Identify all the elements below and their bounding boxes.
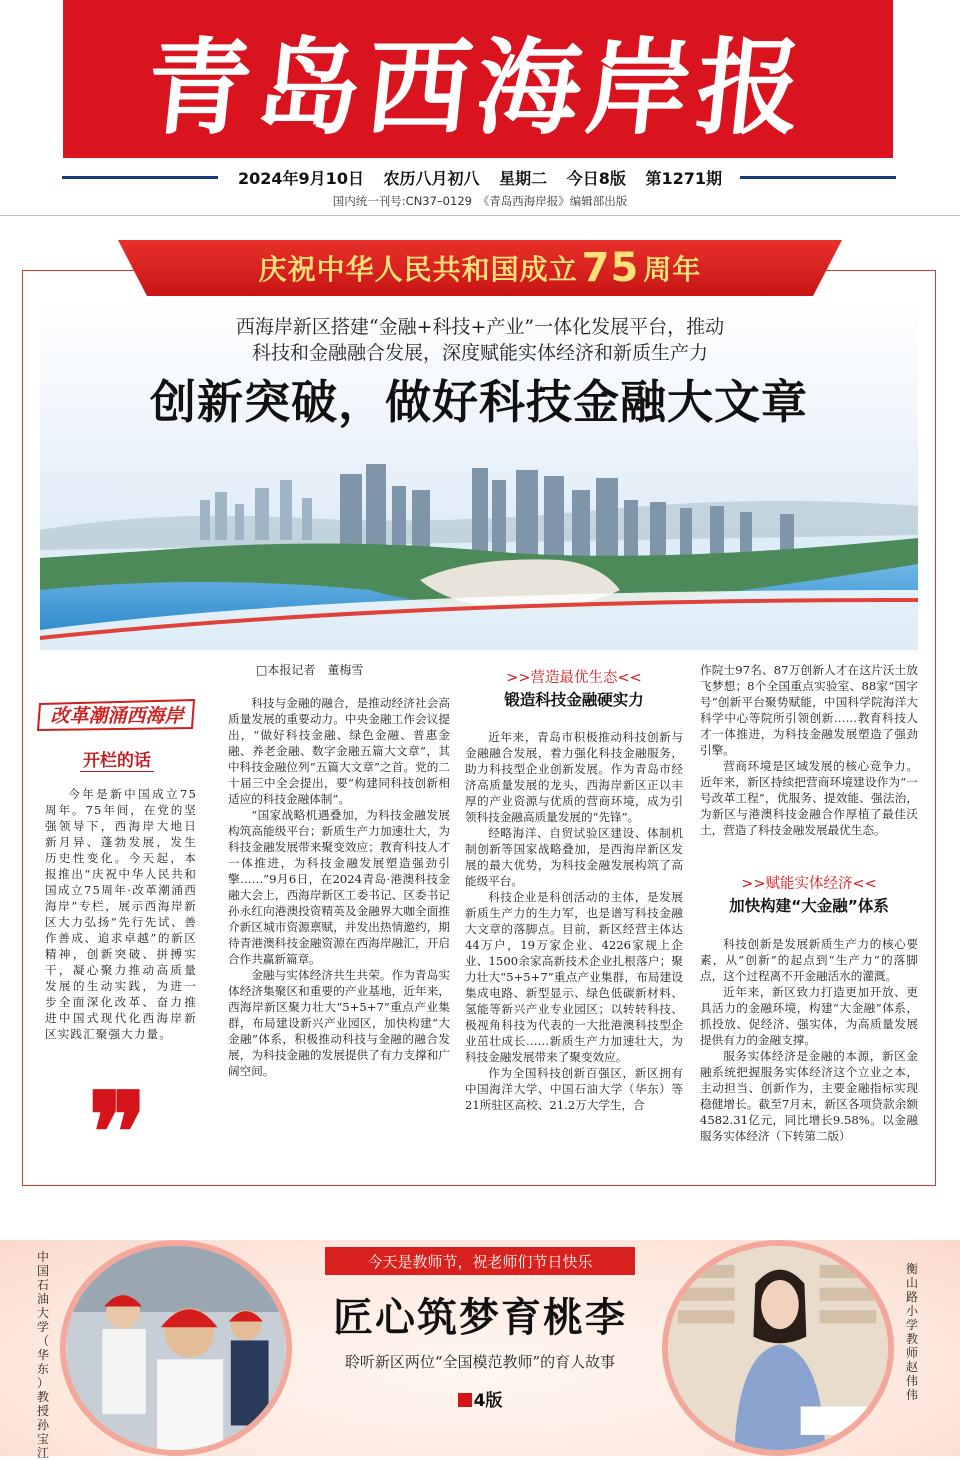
- promo-page-ref: 4版: [473, 1391, 503, 1411]
- article-column-3: [465, 729, 683, 1113]
- page-count: 今日8版: [566, 169, 626, 188]
- section-tag: >>赋能实体经济<<: [741, 876, 877, 892]
- column-intro-paragraph: 今年是新中国成立75周年。75年间，在党的坚强领导下，西海岸大地日新月异、蓬勃发展，发生历史性变化。今天起，本报推出“庆祝中华人民共和国成立75周年·改革潮涌西海岸”专栏，展示西海岸新区大力弘扬“先行先试、善作善成、追求卓越”的新区精神，创新突破、拼搏实干，凝心聚力推动高质量发展的生动实践，为进一步全面深化改革、奋力推进中国式现代化西海岸新区实践汇聚强大力量。: [45, 787, 197, 1041]
- lead-subhead: [60, 314, 900, 366]
- column-kicker: 改革潮涌西海岸: [50, 705, 184, 727]
- article-column-2: [228, 695, 450, 1079]
- banner-pre: 庆祝中华人民共和国成立: [258, 253, 578, 286]
- quote-mark-icon: ❞: [88, 1068, 148, 1197]
- section-title: 加快构建“大金融”体系: [729, 897, 889, 915]
- paragraph: 服务实体经济是金融的本源，新区金融系统把握服务实体经济这个立业之本，主动担当、创新作为，主要金融指标实现稳健增长。截至7月末，新区各项贷款余额4582.31亿元，同比增长9.58%。以金融服务实体经济（下转第二版）: [700, 1049, 918, 1143]
- promo-page-link[interactable]: [270, 1386, 690, 1411]
- lead-headline: 创新突破，做好科技金融大文章: [150, 375, 808, 429]
- column-intro-text: [45, 786, 197, 1042]
- section-title: 锻造科技金融硬实力: [504, 691, 644, 709]
- paragraph: 作院士97名、87万创新人才在这片沃土放飞梦想；8个全国重点实验室、88家“国字号”创新平台聚势赋能，中国科学院海洋大科学中心等院所引领创新……教育科技人才一体推进，为科技金融发展塑造了强劲引擎。: [700, 663, 918, 757]
- subhead-line-1: 西海岸新区搭建“金融+科技+产业”一体化发展平台，推动: [235, 316, 725, 338]
- banner-number: 75: [581, 245, 640, 291]
- paragraph: 科技与金融的融合，是推动经济社会高质量发展的重要动力。中央金融工作会议提出，“做好科技金融、绿色金融、普惠金融、养老金融、数字金融五篇大文章”，其中科技金融位列“五篇大文章”之首。党的二十届三中全会提出，要“构建同科技创新相适应的科技金融体制”。: [228, 696, 450, 806]
- page-marker-icon: [458, 1393, 472, 1407]
- paragraph: 经略海洋、自贸试验区建设、体制机制创新等国家战略叠加，是西海岸新区发展的最大优势，为科技金融发展构筑了高能级平台。: [465, 826, 683, 888]
- paragraph: 科技创新是发展新质生产力的核心要素，从“创新”的起点到“生产力”的落脚点，这个过程离不开金融活水的灌溉。: [700, 937, 918, 983]
- paragraph: 近年来，青岛市积极推动科技创新与金融融合发展，着力强化科技金融服务，助力科技型企业创新发展。作为青岛市经济高质量发展的龙头，西海岸新区正以丰厚的产业资源与优质的营商环境，成为引领科技金融高质量发展的“先锋”。: [465, 730, 683, 824]
- banner-post: 周年: [643, 253, 702, 286]
- masthead: [63, 0, 893, 158]
- right-photo-caption: 衡山路小学教师赵伟伟: [905, 1262, 918, 1402]
- paragraph: 近年来，新区致力打造更加开放、更具活力的金融环境，构建“大金融”体系，抓投放、促经济、强实体，为高质量发展提供有力的金融支撑。: [700, 985, 918, 1047]
- paragraph: “国家战略机遇叠加，为科技金融发展构筑高能级平台；新质生产力加速壮大，为科技金融发展带来聚变效应；教育科技人才一体推进，为科技金融发展塑造强劲引擎……”9月6日，在2024青岛·港澳科技金融大会上，西海岸新区工委书记、区委书记孙永红向港澳投资精英及金融界大咖全面推介新区城市资源禀赋，并发出热情邀约，期待青港澳科技金融资源在西海岸融汇，开启合作共赢新篇章。: [228, 808, 450, 966]
- masthead-title: 青岛西海岸报: [140, 26, 814, 149]
- lunar-date: 农历八月初八: [383, 169, 480, 188]
- subhead-line-2: 科技和金融融合发展，深度赋能实体经济和新质生产力: [251, 342, 708, 364]
- header-divider: [0, 215, 960, 216]
- date: 2024年9月10日: [238, 169, 364, 188]
- dateline: [0, 166, 960, 189]
- byline: □本报记者 董梅雪: [256, 663, 364, 677]
- issue-number: 第1271期: [645, 169, 722, 188]
- promo-subtitle: 聆听新区两位“全国模范教师”的育人故事: [344, 1353, 616, 1371]
- promo-title: 匠心筑梦育桃李: [333, 1295, 627, 1341]
- paragraph: 科技企业是科创活动的主体，是发展新质生产力的生力军，也是谱写科技金融大文章的落脚点。目前，新区经营主体达44万户，19万家企业、4226家规上企业、1500余家高新技术企业扎根落户；聚力壮大“5+5+7”重点产业集群，布局建设集成电路、新型显示、绿色低碳新材料、氢能等新兴产业专业园区；以转转科技、极视角科技为代表的一大批港澳科技型企业茁壮成长……新质生产力加速壮大，为科技金融发展带来了聚变效应。: [465, 890, 683, 1064]
- paragraph: 营商环境是区域发展的核心竞争力。近年来，新区持续把营商环境建设作为“一号改革工程”，优服务、提效能、强法治，为新区与港澳科技金融合作厚植了最佳沃土，营造了科技金融发展最优生态。: [700, 759, 918, 837]
- anniversary-banner-text: [118, 240, 842, 296]
- column-label-rule: [80, 771, 154, 772]
- publication-info: 国内统一刊号:CN37–0129 《青岛西海岸报》编辑部出版: [332, 194, 628, 208]
- city-skyline-image: [40, 440, 918, 650]
- weekday: 星期二: [499, 169, 548, 188]
- teacher-photo: [662, 1240, 894, 1456]
- professor-photo: [60, 1240, 292, 1456]
- article-column-4: [700, 662, 918, 838]
- section-tag: >>营造最优生态<<: [506, 670, 642, 686]
- left-photo-caption: 中国石油大学（华东）教授孙宝江: [36, 1250, 49, 1460]
- paragraph: 金融与实体经济共生共荣。作为青岛实体经济集聚区和重要的产业基地，近年来，西海岸新区聚力壮大“5+5+7”重点产业集群，布局建设新兴产业园区，加快构建“大金融”体系，积极推动科技与金融的融合发展，为科技金融的发展提供了有力支撑和广阔空间。: [228, 968, 450, 1078]
- paragraph: 作为全国科技创新百强区，新区拥有中国海洋大学、中国石油大学（华东）等21所驻区高校、21.2万大学生，合: [465, 1066, 683, 1112]
- promo-ribbon-text: 今天是教师节，祝老师们节日快乐: [367, 1252, 593, 1271]
- article-column-4-continued: [700, 936, 918, 1144]
- column-intro-label: 开栏的话: [83, 751, 151, 771]
